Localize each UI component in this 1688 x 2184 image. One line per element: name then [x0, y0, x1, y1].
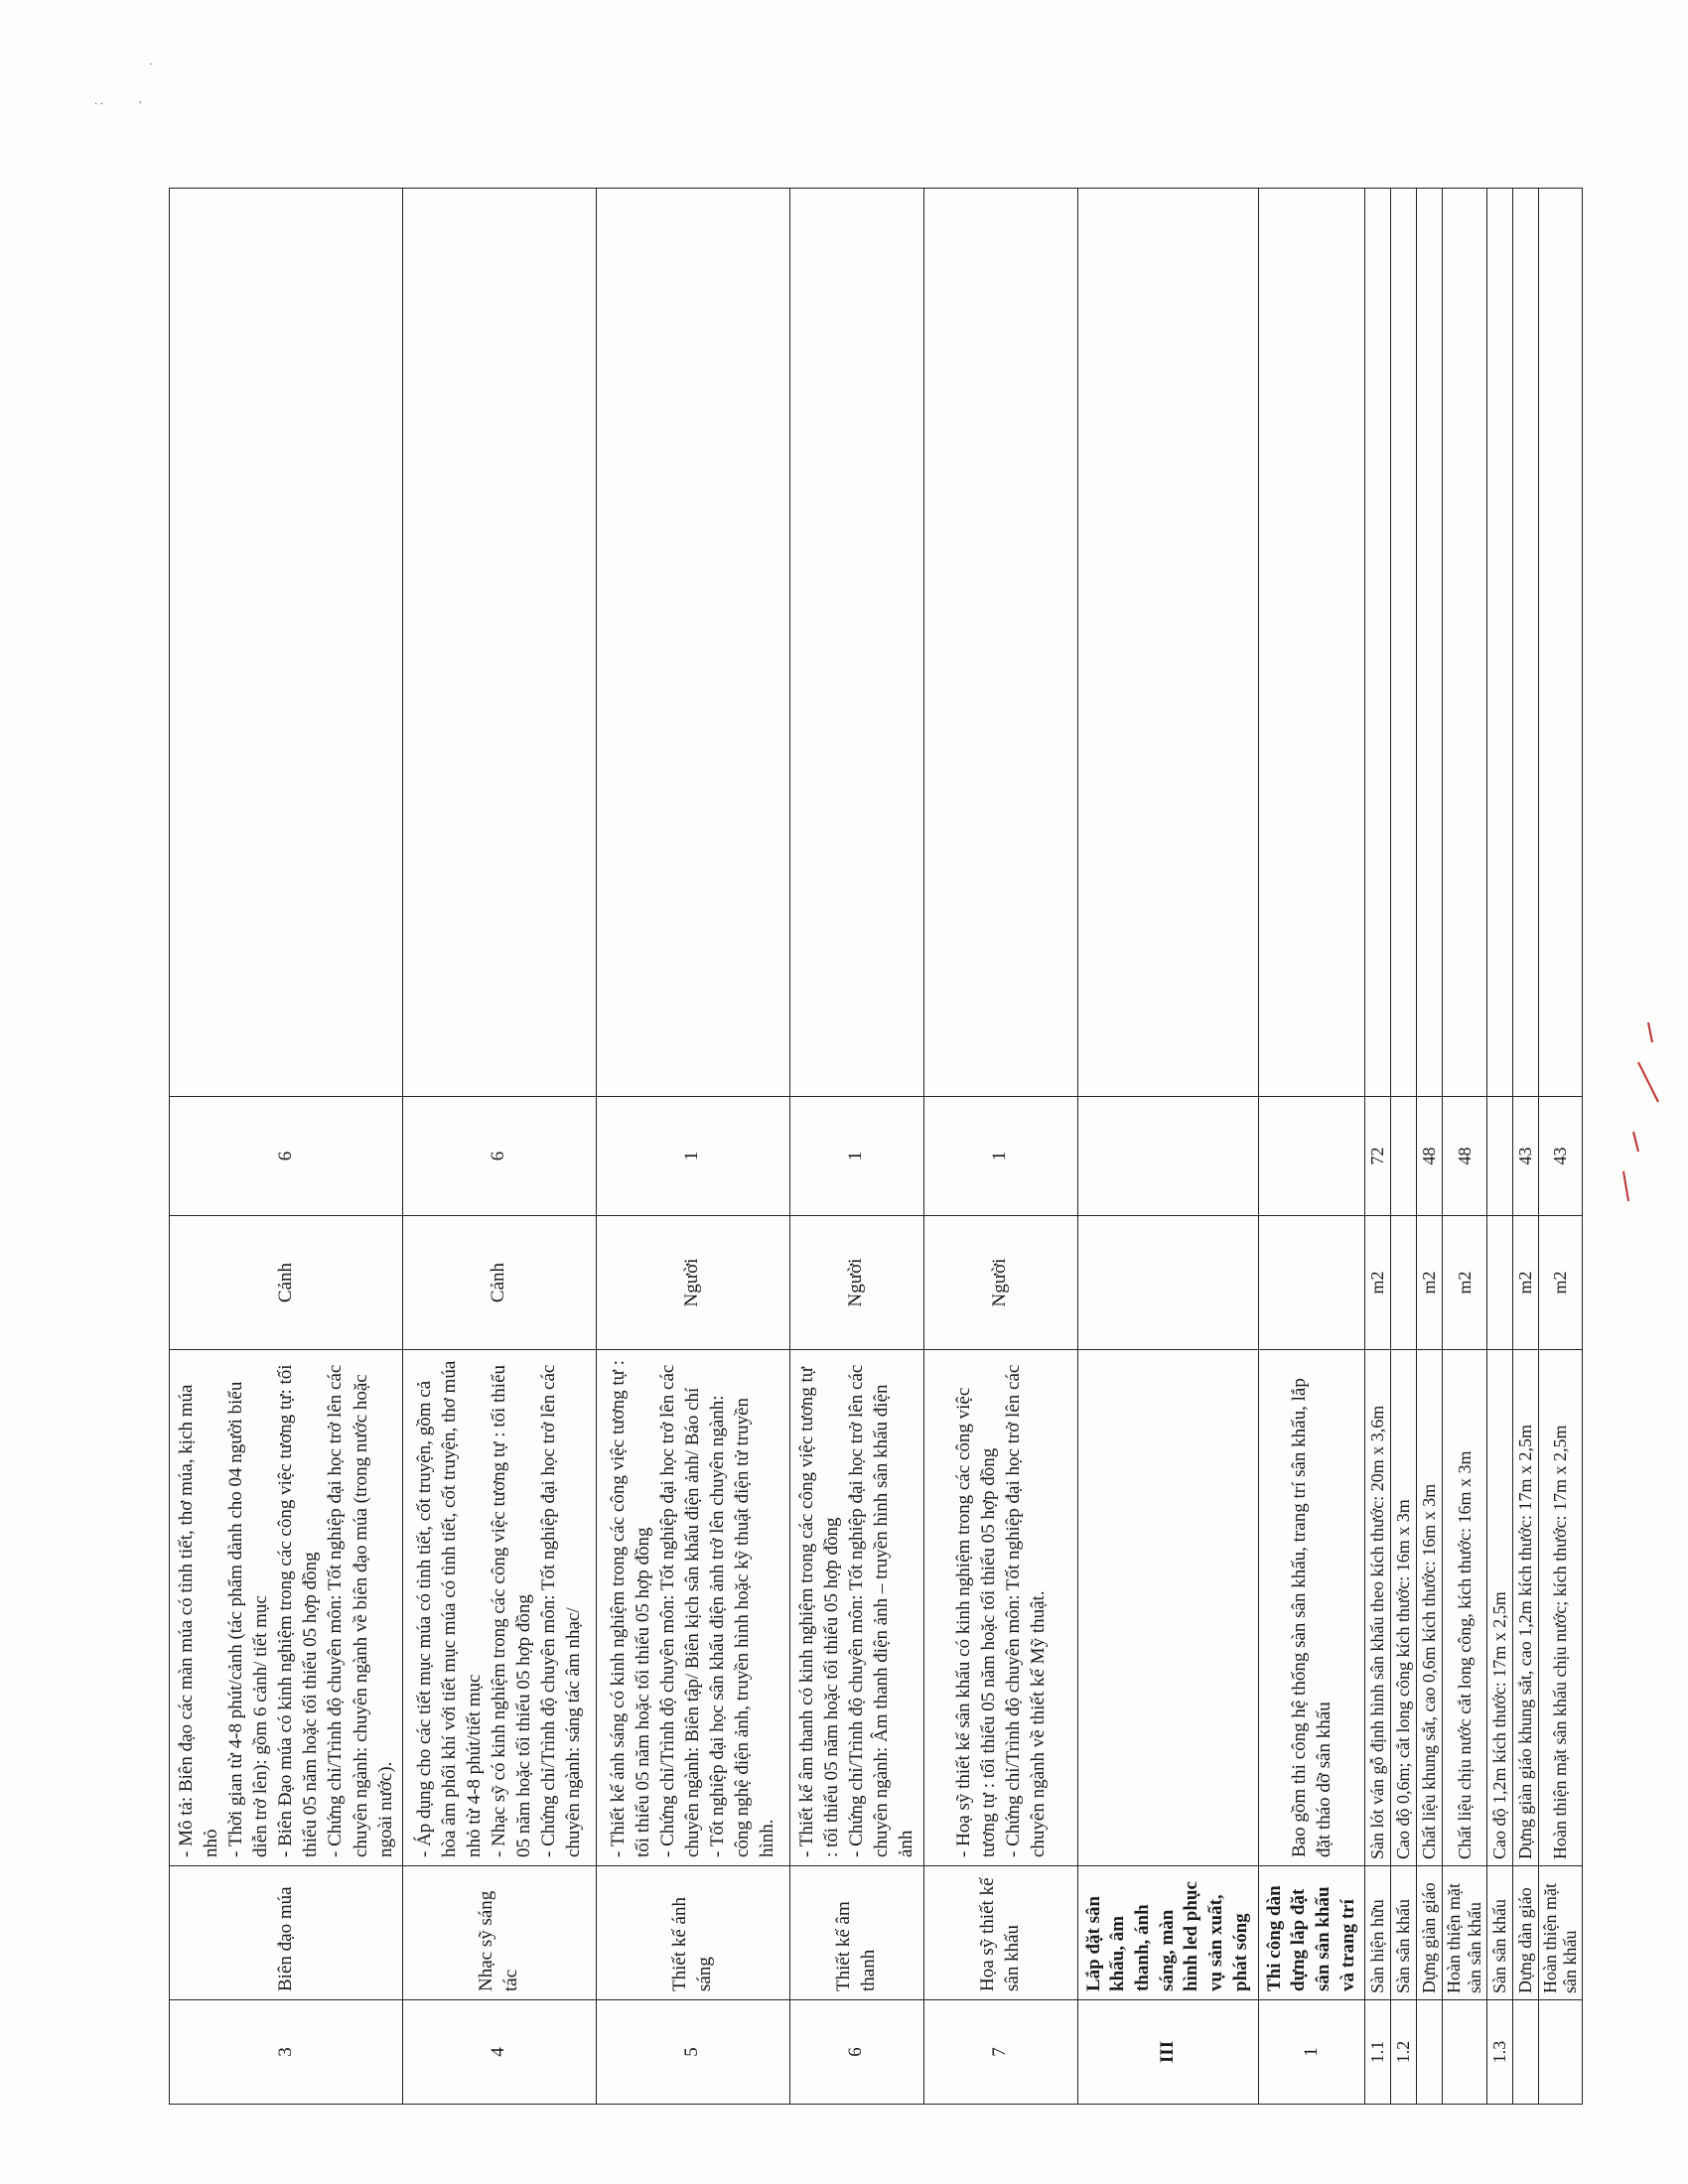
row-desc — [402, 1350, 596, 1866]
desc-line: - Biên Đạo múa có kinh nghiệm trong các công việc tương tự: tối thiểu 05 năm hoặc tối thiểu 05 hợp đồng — [275, 1364, 322, 1857]
section-note — [1077, 189, 1258, 1097]
subitem-qty: 48 — [1443, 1097, 1486, 1216]
item-row — [1258, 189, 1365, 2105]
row-stt: 7 — [923, 2000, 1077, 2105]
row-name: Nhạc sỹ sáng tác — [402, 1866, 596, 2000]
rotated-table-wrapper — [169, 189, 1581, 2105]
row-desc — [789, 1350, 923, 1866]
desc-line: - Thời gian từ 4-8 phút/cảnh (tác phẩm dành cho 04 người biểu diễn trở lên): gồm 6 cảnh/ tiết mục — [225, 1381, 272, 1857]
subitem-stt — [1443, 2000, 1486, 2105]
subitem-unit: m2 — [1417, 1216, 1443, 1350]
subitem-name: Hoàn thiện mặt sàn sân khấu — [1443, 1866, 1486, 2000]
subitem-row — [1538, 189, 1582, 2105]
desc-line: - Nhạc sỹ có kinh nghiệm trong các công việc tương tự : tối thiểu 05 năm hoặc tối thiểu 05 hợp đồng — [489, 1364, 535, 1857]
subitem-qty: 43 — [1538, 1097, 1582, 1216]
subitem-name: Sàn sân khấu — [1486, 1866, 1512, 2000]
item-qty — [1258, 1097, 1365, 1216]
subitem-qty: 48 — [1417, 1097, 1443, 1216]
subitem-name: Sàn hiện hữu — [1365, 1866, 1391, 2000]
subitem-desc: Hoàn thiện mặt sân khấu chịu nước; kích thước: 17m x 2,5m — [1538, 1350, 1582, 1866]
subitem-desc: Cao độ 0,6m; cắt long công kích thước: 16m x 3m — [1391, 1350, 1417, 1866]
subitem-qty: 43 — [1512, 1097, 1538, 1216]
subitem-row — [1443, 189, 1486, 2105]
subitem-name: Sàn sân khấu — [1391, 1866, 1417, 2000]
table-row — [170, 189, 403, 2105]
row-unit: Cảnh — [402, 1216, 596, 1350]
item-stt: 1 — [1258, 2000, 1365, 2105]
item-desc: Bao gồm thi công hệ thống sàn sân khấu, trang trí sân khấu, lắp đặt tháo dỡ sân khấu — [1258, 1350, 1365, 1866]
row-unit: Người — [923, 1216, 1077, 1350]
subitem-qty — [1486, 1097, 1512, 1216]
row-qty: 1 — [596, 1097, 789, 1216]
scan-speck: · · — [94, 99, 104, 110]
subitem-note — [1538, 189, 1582, 1097]
desc-line: - Chứng chỉ/Trình độ chuyên môn: Tốt nghiệp đại học trở lên các chuyên ngành: chuyên ngành về biên đạo múa (trong nước hoặc ngoài nước). — [325, 1364, 396, 1857]
row-stt: 4 — [402, 2000, 596, 2105]
subitem-desc: Sàn lót ván gỗ định hình sân khấu theo kích thước: 20m x 3,6m — [1365, 1350, 1391, 1866]
row-desc — [923, 1350, 1077, 1866]
row-note — [596, 189, 789, 1097]
section-stt: III — [1077, 2000, 1258, 2105]
desc-line: - Chứng chỉ/Trình độ chuyên môn: Tốt nghiệp đại học trở lên các chuyên ngành: Âm thanh điện ảnh – truyền hình sân khấu điện ảnh — [846, 1364, 917, 1857]
subitem-qty: 72 — [1365, 1097, 1391, 1216]
row-note — [170, 189, 403, 1097]
subitem-note — [1391, 189, 1417, 1097]
table-row — [923, 189, 1077, 2105]
subitem-note — [1365, 189, 1391, 1097]
section-row — [1077, 189, 1258, 2105]
subitem-row — [1486, 189, 1512, 2105]
subitem-name: Hoàn thiện mặt sân khấu — [1538, 1866, 1582, 2000]
desc-line: - Thiết kế âm thanh có kinh nghiệm trong các công việc tương tự : tối thiểu 05 năm hoặc tối thiểu 05 hợp đồng — [796, 1366, 843, 1857]
row-unit: Cảnh — [170, 1216, 403, 1350]
row-name: Thiết kế âm thanh — [789, 1866, 923, 2000]
scan-speck: · — [149, 60, 153, 70]
subitem-unit: m2 — [1512, 1216, 1538, 1350]
item-unit — [1258, 1216, 1365, 1350]
subitem-stt: 1.1 — [1365, 2000, 1391, 2105]
subitem-row — [1365, 189, 1391, 2105]
desc-line: - Tốt nghiệp đại học sân khấu điện ảnh trở lên chuyên ngành: công nghệ điện ảnh, truyền hình hoặc kỹ thuật điện tử truyền hình. — [707, 1395, 778, 1857]
subitem-stt: 1.2 — [1391, 2000, 1417, 2105]
desc-line: - Thiết kế ánh sáng có kinh nghiệm trong các công việc tương tự : tối thiểu 05 năm hoặc tối thiểu 05 hợp đồng — [607, 1360, 653, 1857]
subitem-unit — [1391, 1216, 1417, 1350]
row-qty: 1 — [923, 1097, 1077, 1216]
row-note — [923, 189, 1077, 1097]
subitem-unit: m2 — [1443, 1216, 1486, 1350]
section-desc — [1077, 1350, 1258, 1866]
section-name: Lắp đặt sân khấu, âm thanh, ánh sáng, màn hình led phục vụ sản xuất, phát sóng — [1077, 1866, 1258, 2000]
item-note — [1258, 189, 1365, 1097]
subitem-qty — [1391, 1097, 1417, 1216]
row-desc — [596, 1350, 789, 1866]
row-unit: Người — [789, 1216, 923, 1350]
subitem-stt — [1417, 2000, 1443, 2105]
desc-line: - Chứng chỉ/Trình độ chuyên môn: Tốt nghiệp đại học trở lên các chuyên ngành: Biên tập/ Biên kịch sân khấu điện ảnh/ Báo chí — [657, 1364, 704, 1857]
subitem-stt — [1512, 2000, 1538, 2105]
subitem-note — [1512, 189, 1538, 1097]
item-name: Thi công dàn dựng lắp đặt sân sân khấu và trang trí — [1258, 1866, 1365, 2000]
desc-line: - Chứng chỉ/Trình độ chuyên môn: Tốt nghiệp đại học trở lên các chuyên ngành: sáng tác âm nhạc/ — [538, 1364, 585, 1857]
row-name: Biên đạo múa — [170, 1866, 403, 2000]
row-qty: 6 — [402, 1097, 596, 1216]
section-qty — [1077, 1097, 1258, 1216]
desc-line: - Mô tả: Biên đạo các màn múa có tình tiết, thơ múa, kịch múa nhỏ — [176, 1384, 222, 1857]
subitem-name: Dựng dàn giáo — [1512, 1866, 1538, 2000]
subitem-unit: m2 — [1365, 1216, 1391, 1350]
subitem-row — [1512, 189, 1538, 2105]
subitem-row — [1417, 189, 1443, 2105]
table-row — [789, 189, 923, 2105]
subitem-desc: Chất liệu khung sắt, cao 0,6m kích thước: 16m x 3m — [1417, 1350, 1443, 1866]
desc-line: - Áp dụng cho các tiết mục múa có tình tiết, cốt truyện, gồm cả hòa âm phối khí với tiết mục múa có tình tiết, cốt truyện, thơ múa nhỏ từ 4-8 phút/tiết mục — [413, 1360, 486, 1857]
scan-speck: , — [139, 94, 142, 105]
subitem-unit: m2 — [1538, 1216, 1582, 1350]
subitem-row — [1391, 189, 1417, 2105]
row-note — [789, 189, 923, 1097]
services-table — [169, 188, 1583, 2105]
subitem-desc: Chất liệu chịu nước cắt long công, kích thước: 16m x 3m — [1443, 1350, 1486, 1866]
table-row — [402, 189, 596, 2105]
row-stt: 3 — [170, 2000, 403, 2105]
subitem-note — [1486, 189, 1512, 1097]
desc-line: - Chứng chỉ/Trình độ chuyên môn: Tốt nghiệp đại học trở lên các chuyên ngành về thiết kế Mỹ thuật. — [1002, 1364, 1049, 1857]
row-unit: Người — [596, 1216, 789, 1350]
subitem-desc: Cao độ 1,2m kích thước: 17m x 2,5m — [1486, 1350, 1512, 1866]
row-stt: 5 — [596, 2000, 789, 2105]
row-stt: 6 — [789, 2000, 923, 2105]
row-qty: 1 — [789, 1097, 923, 1216]
subitem-unit — [1486, 1216, 1512, 1350]
desc-line: - Hoạ sỹ thiết kế sân khấu có kinh nghiệm trong các công việc tương tự : tối thiểu 05 năm hoặc tối thiểu 05 hợp đồng — [952, 1387, 999, 1857]
table-row — [596, 189, 789, 2105]
subitem-note — [1443, 189, 1486, 1097]
row-name: Thiết kế ánh sáng — [596, 1866, 789, 2000]
row-name: Họa sỹ thiết kế sân khấu — [923, 1866, 1077, 2000]
margin-pen-marks — [1618, 993, 1678, 1211]
subitem-stt — [1538, 2000, 1582, 2105]
subitem-name: Dựng giàn giáo — [1417, 1866, 1443, 2000]
subitem-note — [1417, 189, 1443, 1097]
row-note — [402, 189, 596, 1097]
section-unit — [1077, 1216, 1258, 1350]
row-qty: 6 — [170, 1097, 403, 1216]
row-desc — [170, 1350, 403, 1866]
subitem-stt: 1.3 — [1486, 2000, 1512, 2105]
subitem-desc: Dựng giàn giáo khung sắt, cao 1,2m kích thước: 17m x 2,5m — [1512, 1350, 1538, 1866]
